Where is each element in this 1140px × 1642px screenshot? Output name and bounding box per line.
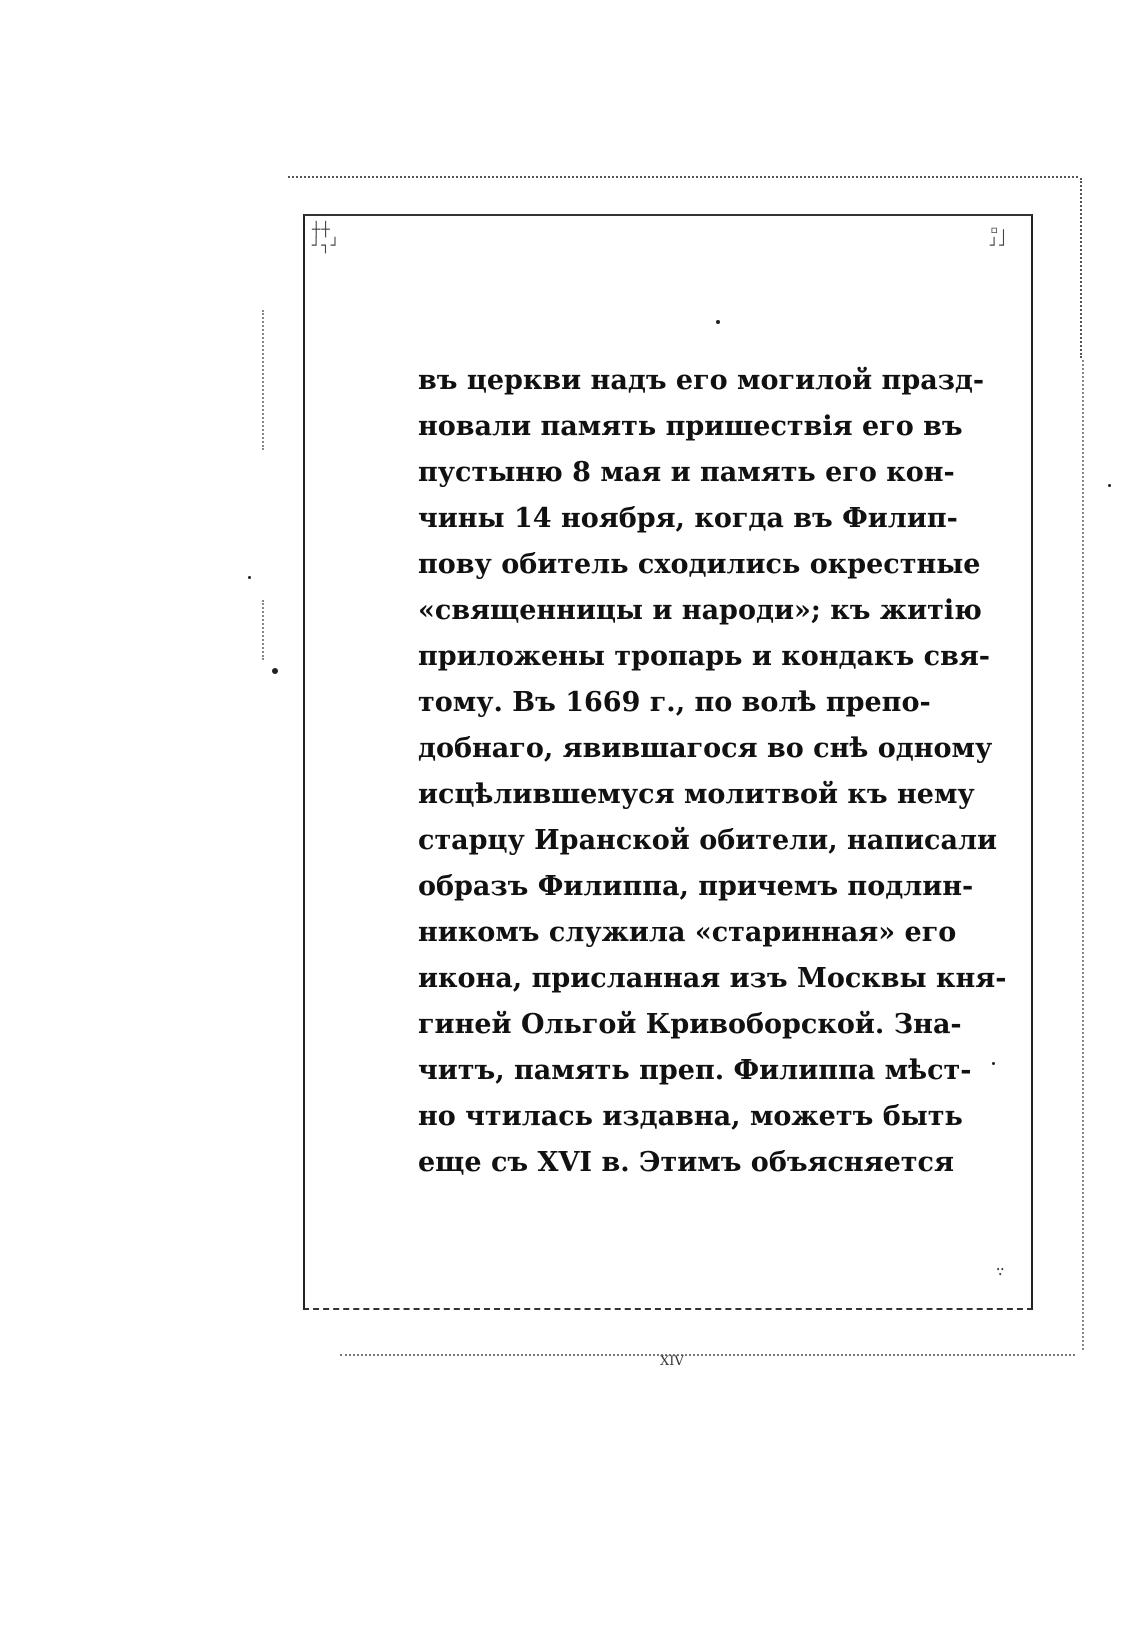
text-line: еще съ XVI в. Этимъ объясняется xyxy=(418,1147,954,1178)
corner-ornament-top-left: ┼┼ ┘┐┘ xyxy=(312,222,341,254)
ink-speck xyxy=(716,320,720,324)
body-text xyxy=(418,358,1007,1186)
outer-frame-left-lower xyxy=(262,600,264,660)
ink-speck xyxy=(272,668,278,674)
text-line: пустыню 8 мая и память его кон- xyxy=(418,457,955,488)
outer-frame-right xyxy=(1080,178,1082,358)
outer-frame-left xyxy=(262,310,264,450)
ink-speck xyxy=(992,1062,995,1065)
text-line: никомъ служила «старинная» его xyxy=(418,917,957,948)
text-line: икона, присланная изъ Москвы кня- xyxy=(418,963,1007,994)
text-line: добнаго, явившагося во снѣ одному xyxy=(418,733,993,764)
ink-speck xyxy=(248,576,251,579)
text-line: приложены тропарь и кондакъ свя- xyxy=(418,641,991,672)
text-line: новали память пришествія его въ xyxy=(418,411,963,442)
text-line: тому. Въ 1669 г., по волѣ препо- xyxy=(418,687,931,718)
text-line: въ церкви надъ его могилой празд- xyxy=(418,365,985,396)
ink-speck xyxy=(1108,484,1111,487)
text-line: исцѣлившемуся молитвой къ нему xyxy=(418,779,975,810)
outer-frame-right-lower xyxy=(1082,360,1084,1350)
text-line: образъ Филиппа, причемъ подлин- xyxy=(418,871,974,902)
text-line: старцу Иранской обители, написали xyxy=(418,825,998,856)
corner-ornament-top-right: ▫╷ ┘┘ xyxy=(990,222,1009,254)
text-line: гиней Ольгой Кривоборской. Зна- xyxy=(418,1009,962,1040)
outer-frame-top xyxy=(288,176,1078,178)
page-number: XIV xyxy=(660,1354,684,1369)
corner-ornament-bottom-right: ∵ xyxy=(996,1264,1006,1280)
text-line: читъ, память преп. Филиппа мѣст- xyxy=(418,1055,972,1086)
outer-frame-bottom xyxy=(340,1354,1075,1356)
text-line: «священницы и народи»; къ житію xyxy=(418,595,982,626)
text-line: но чтилась издавна, можетъ быть xyxy=(418,1101,963,1132)
text-line: пову обитель сходились окрестные xyxy=(418,549,981,580)
text-line: чины 14 ноября, когда въ Филип- xyxy=(418,503,958,534)
